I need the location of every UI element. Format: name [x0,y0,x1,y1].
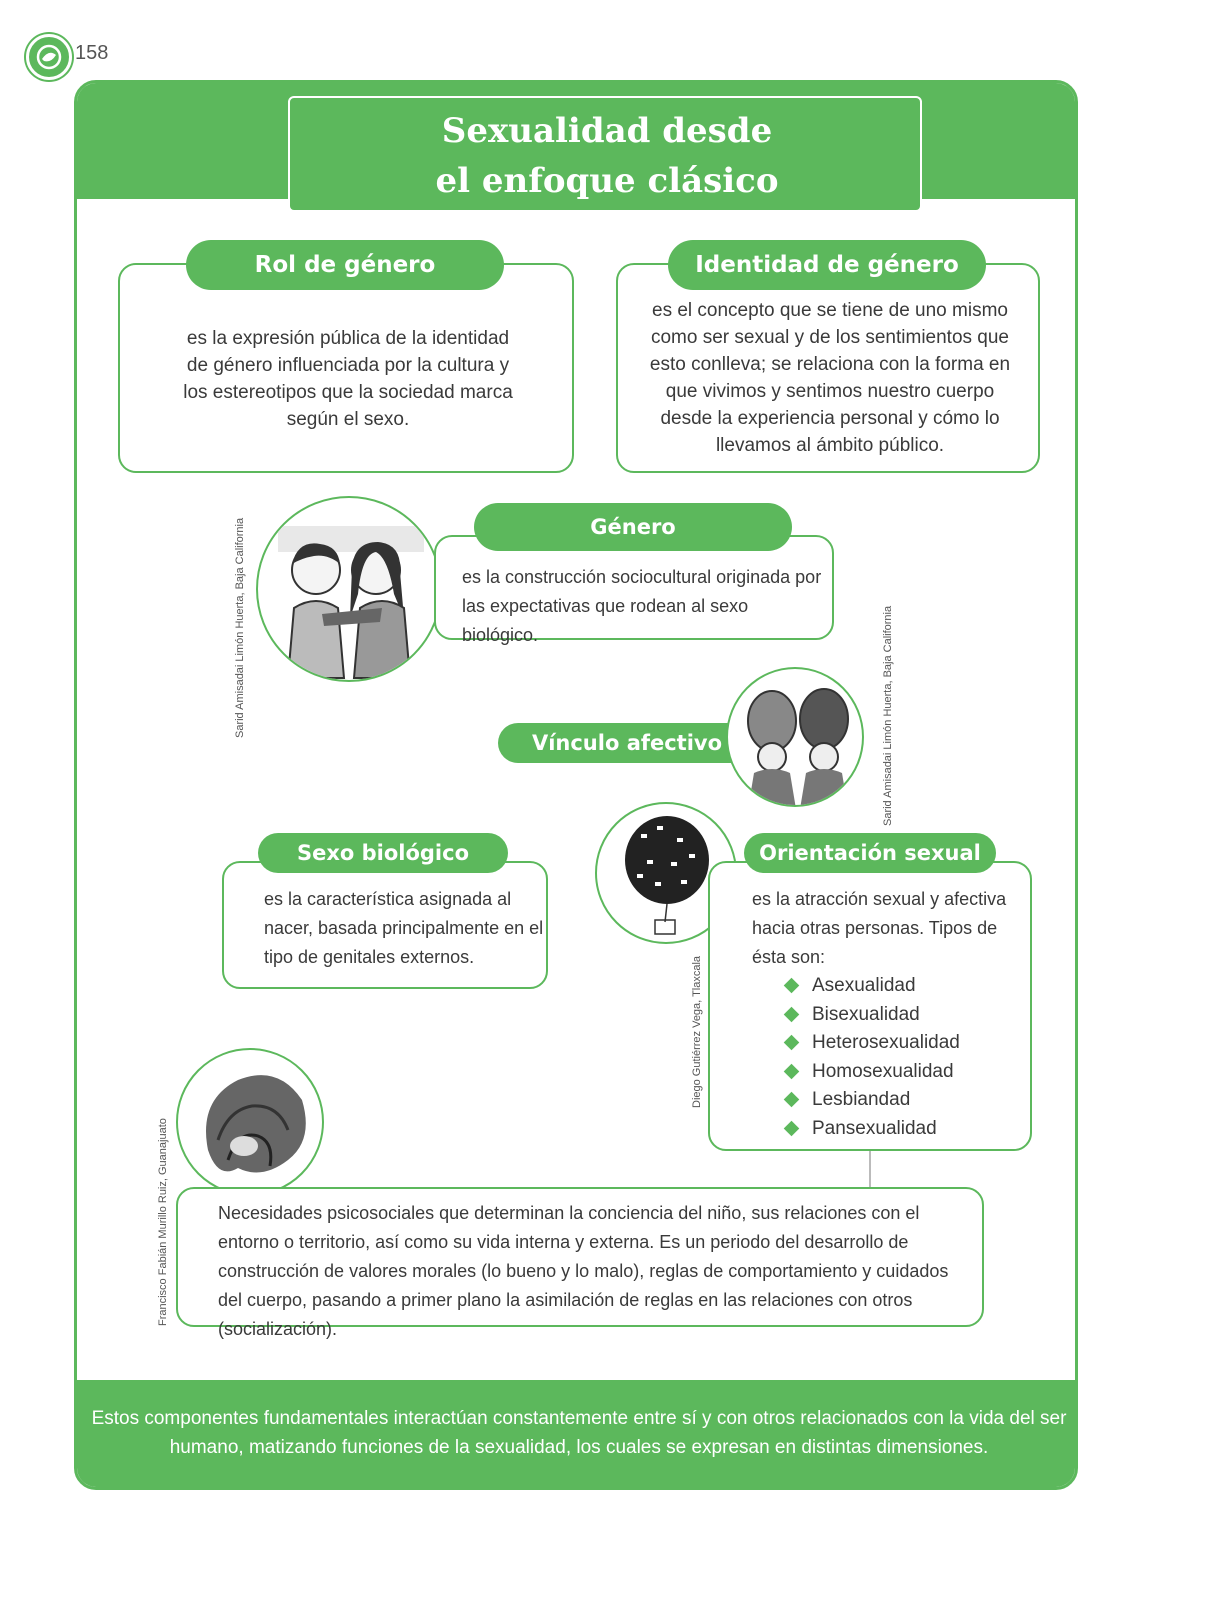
bullet-diamond-icon [784,1006,800,1022]
panel-footer-band [77,1380,1078,1490]
rol-genero-box [118,263,574,473]
orientacion-sexual-box [708,861,1032,1151]
vinculo-afectivo-label: Vínculo afectivo [498,723,756,763]
list-item: Asexualidad [782,972,1022,1001]
page-title [290,106,924,206]
credit-c2: Sarid Amisadai Limón Huerta, Baja California [882,605,894,826]
title-line-1: Sexualidad desde [441,111,773,151]
rol-genero-text: es la expresión pública de la identidad de género influenciada por la cultura y los estereotipos que la sociedad marca según el sexo. [183,328,513,430]
rol-genero-label: Rol de género [186,240,504,290]
credit-c4: Francisco Fabián Murillo Ruiz, Guanajuato [157,1118,169,1326]
sexo-biologico-label: Sexo biológico [258,833,508,873]
bullet-diamond-icon [784,1121,800,1137]
logo-icon [26,34,72,80]
identidad-genero-text: es el concepto que se tiene de uno mismo como ser sexual y de los sentimientos que esto conlleva; se relaciona con la forma en que vivimos y sentimos nuestro cuerpo desde la experiencia personal y cómo lo llevamos al ámbito público. [649,300,1011,456]
children-illustration [256,496,442,682]
page-number: 158 [75,42,109,64]
genero-text: es la construcción sociocultural originada por las expectativas que rodean al sexo biológico. [462,567,822,645]
footer-text: Estos componentes fundamentales interactúan constantemente entre sí y con otros relacionados con la vida del ser humano, matizando funciones de la sexualidad, los cuales se expresan en distintas dimensiones. [91,1408,1067,1458]
credit-c1: Sarid Amisadai Limón Huerta, Baja California [234,517,246,738]
orientacion-sexual-label: Orientación sexual [744,833,996,873]
list-item: Homosexualidad [782,1058,1022,1087]
necesidades-text: Necesidades psicosociales que determinan la conciencia del niño, sus relaciones con el entorno o territorio, así como su vida interna y externa. Es un periodo del desarrollo de construcción de valores morales (lo bueno y lo malo), reglas de comportamiento y cuidados del cuerpo, pasando a primer plano la asimilación de reglas en las relaciones con otros (socialización). [218,1203,949,1339]
list-item: Bisexualidad [782,1001,1022,1030]
identidad-genero-label: Identidad de género [668,240,986,290]
bullet-diamond-icon [784,1092,800,1108]
genero-label: Género [474,503,792,551]
hair-illustration [176,1048,324,1196]
list-item: Pansexualidad [782,1115,1022,1144]
identidad-genero-box [616,263,1040,473]
orientation-types-list [782,972,1022,1144]
list-item: Lesbiandad [782,1086,1022,1115]
orientacion-sexual-text: es la atracción sexual y afectiva hacia otras personas. Tipos de ésta son: [752,889,1007,967]
necesidades-box [176,1187,984,1339]
credit-c3: Diego Gutiérrez Vega, Tlaxcala [691,955,703,1108]
title-box [288,96,922,212]
connector-line [869,1151,871,1189]
sexo-biologico-box [222,861,548,989]
sexo-biologico-text: es la característica asignada al nacer, basada principalmente en el tipo de genitales externos. [264,889,544,967]
bullet-diamond-icon [784,1035,800,1051]
title-line-2: el enfoque clásico [435,161,779,201]
bullet-diamond-icon [784,978,800,994]
bullet-diamond-icon [784,1064,800,1080]
list-item: Heterosexualidad [782,1029,1022,1058]
masks-illustration [726,667,864,807]
